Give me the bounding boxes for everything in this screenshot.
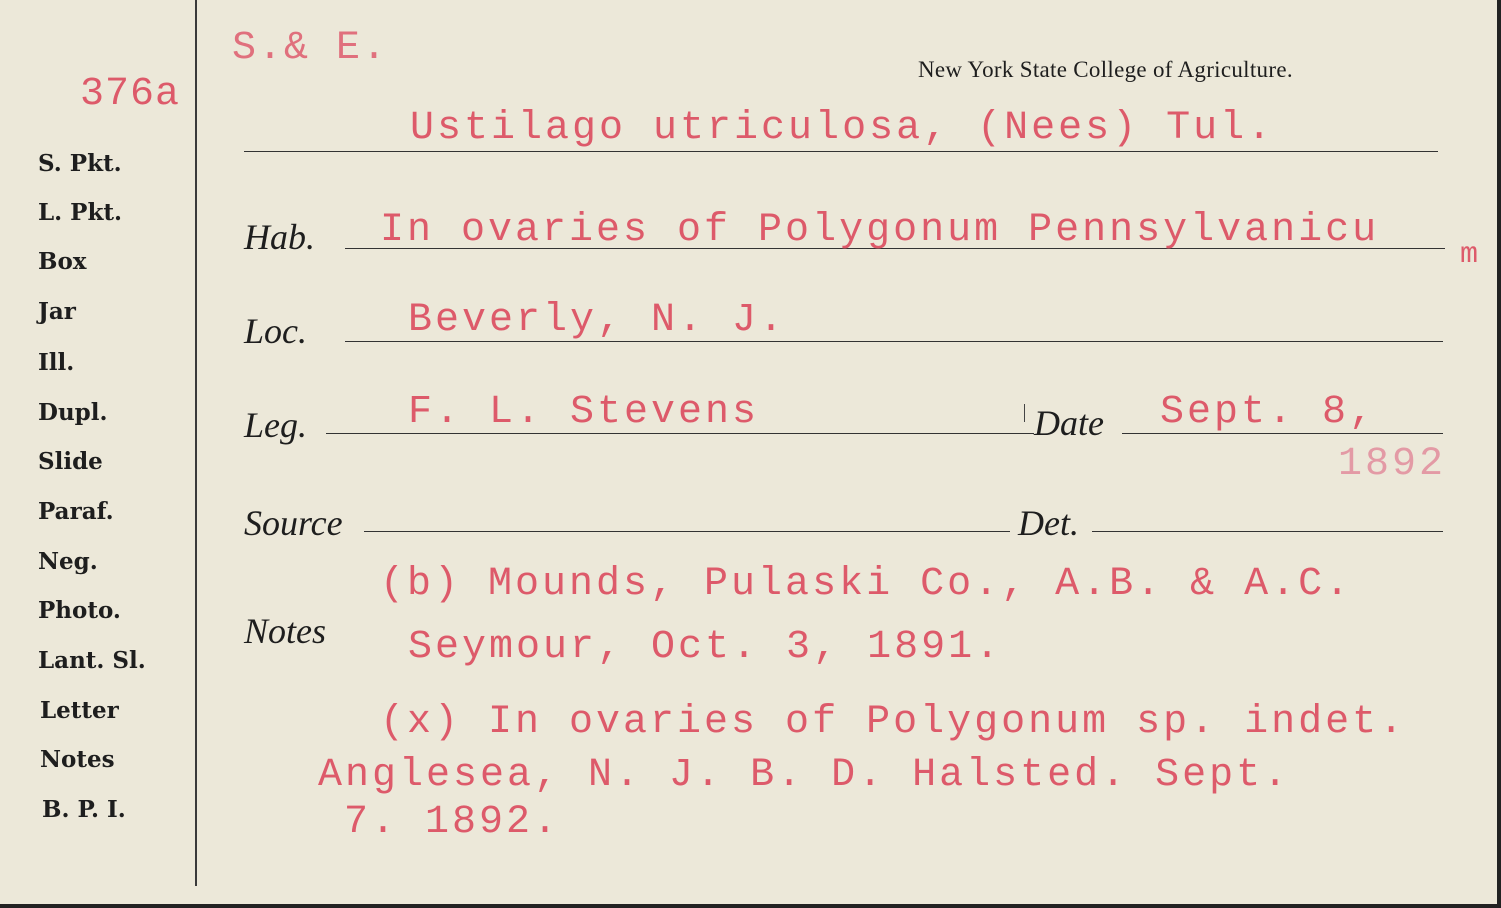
sidebar-item: B. P. I. (42, 796, 126, 823)
sidebar-item: Box (38, 248, 87, 275)
species-name: Ustilago utriculosa, (Nees) Tul. (410, 106, 1275, 151)
sidebar-item: Slide (38, 448, 103, 475)
notes-label: Notes (244, 611, 327, 651)
sidebar-item: Paraf. (38, 498, 114, 525)
institution-name: New York State College of Agriculture. (918, 57, 1293, 82)
sidebar-item: Lant. Sl. (38, 647, 146, 674)
species-rule (244, 151, 1438, 152)
det-rule (1092, 531, 1443, 532)
loc-label: Loc. (244, 311, 307, 351)
notes-line-2: Seymour, Oct. 3, 1891. (408, 625, 1003, 670)
leg-value: F. L. Stevens (408, 390, 760, 435)
notes-line-4: Anglesea, N. J. B. D. Halsted. Sept. (318, 753, 1291, 798)
sidebar-item: Ill. (38, 349, 75, 376)
header-code: S.& E. (232, 26, 389, 71)
sidebar-item: S. Pkt. (38, 150, 122, 177)
date-line-1: Sept. 8, (1160, 390, 1377, 435)
sidebar-item: Dupl. (38, 399, 108, 426)
sidebar-item: Notes (40, 746, 115, 773)
hab-value: In ovaries of Polygonum Pennsylvanicu (380, 208, 1380, 253)
hab-overflow: m (1460, 238, 1479, 272)
loc-value: Beverly, N. J. (408, 298, 787, 343)
sidebar-item: Letter (40, 697, 119, 724)
leg-label: Leg. (244, 405, 307, 445)
accession-number: 376a (80, 72, 181, 117)
det-label: Det. (1018, 503, 1079, 543)
source-label: Source (244, 503, 343, 543)
sidebar-item: Photo. (38, 597, 121, 624)
date-line-2: 1892 (1338, 442, 1447, 487)
sidebar-divider (195, 0, 197, 886)
notes-line-3: (x) In ovaries of Polygonum sp. indet. (380, 700, 1407, 745)
date-label: Date (1034, 403, 1104, 443)
source-rule (364, 531, 1010, 532)
hab-label: Hab. (244, 217, 315, 257)
notes-line-1: (b) Mounds, Pulaski Co., A.B. & A.C. (380, 562, 1353, 607)
sidebar-item: Jar (38, 298, 76, 325)
notes-line-5: 7. 1892. (344, 800, 561, 845)
sidebar-item: Neg. (38, 548, 98, 575)
date-tick (1024, 404, 1025, 422)
sidebar-item: L. Pkt. (38, 199, 123, 226)
